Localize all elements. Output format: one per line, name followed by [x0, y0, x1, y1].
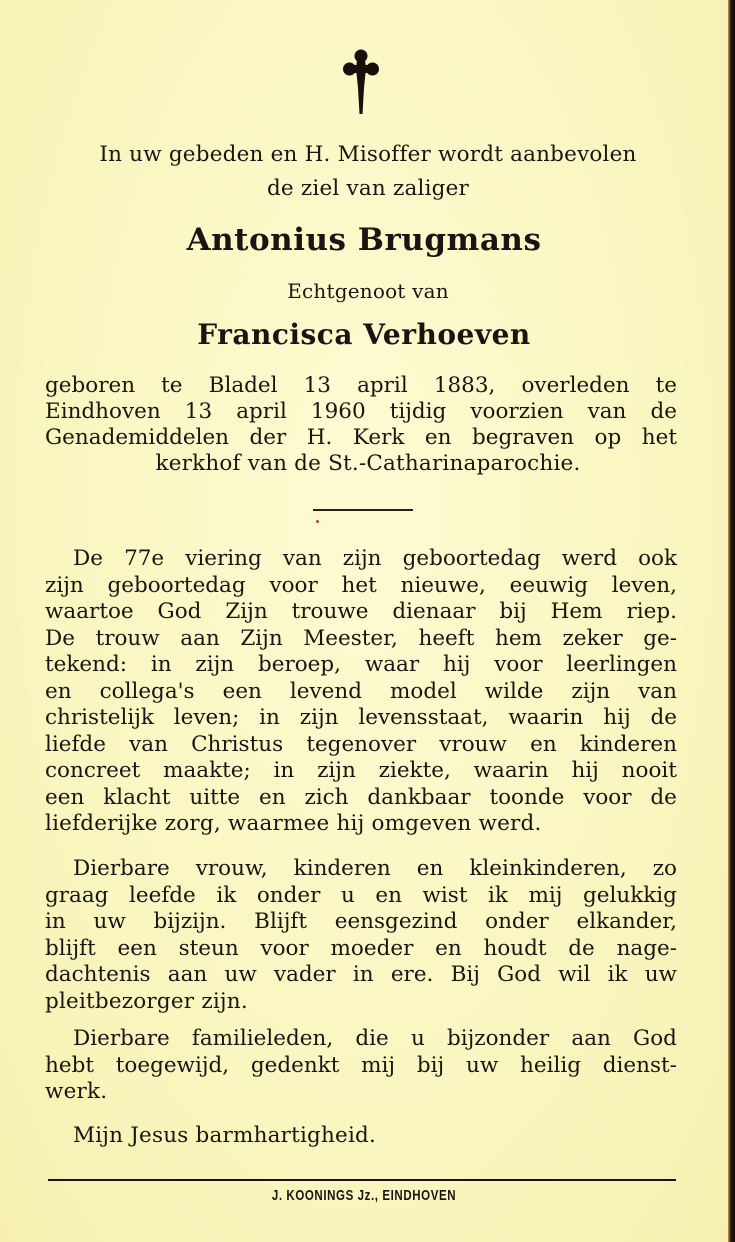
relation-label: Echtgenoot van: [287, 279, 449, 303]
text-line: werk.: [45, 1079, 108, 1104]
text-line: Eindhoven 13 april 1960 tijdig voorzien van de: [45, 399, 677, 424]
intro-line: de ziel van zaliger: [266, 176, 470, 201]
text-line: pleitbezorger zijn.: [45, 988, 248, 1014]
footer-rule: [48, 1179, 676, 1181]
text-line: kerkhof van de St.-Catharinaparochie.: [155, 451, 581, 476]
text-line: liefde van Christus tegenover vrouw en kinderen: [45, 731, 677, 757]
text-line: hebt toegewijd, gedenkt mij bij uw heilig dienst-: [45, 1052, 677, 1078]
text-line: Genademiddelen der H. Kerk en begraven op het: [45, 425, 677, 450]
text-line: liefderijke zorg, waarmee hij omgeven werd.: [45, 811, 542, 836]
text-line: Dierbare vrouw, kinderen en kleinkinderen, zo: [73, 856, 677, 881]
text-line: geboren te Bladel 13 april 1883, overleden te: [45, 373, 677, 398]
text-line: een klacht uitte en zich dankbaar toonde voor de: [45, 784, 677, 810]
separator-line: [313, 509, 413, 511]
text-line: en collega's een levend model wilde zijn van: [45, 678, 677, 704]
text-line: graag leefde ik onder u en wist ik mij gelukkig: [45, 882, 677, 908]
text-line: De trouw aan Zijn Meester, heeft hem zeker ge-: [45, 625, 677, 651]
spouse-name: Francisca Verhoeven: [197, 318, 531, 351]
deceased-name: Antonius Brugmans: [186, 222, 542, 258]
closing-prayer: Mijn Jesus barmhartigheid.: [73, 1123, 377, 1148]
text-line: christelijk leven; in zijn levensstaat, waarin hij de: [45, 705, 677, 730]
text-line: dachtenis aan uw vader in ere. Bij God wil ik uw: [45, 962, 677, 987]
text-line: waartoe God Zijn trouwe dienaar bij Hem riep.: [45, 599, 677, 624]
text-line: tekend: in zijn beroep, waar hij voor leerlingen: [45, 652, 677, 677]
text-line: concreet maakte; in zijn ziekte, waarin hij nooit: [45, 758, 677, 783]
intro-line: In uw gebeden en H. Misoffer wordt aanbevolen: [99, 142, 637, 167]
text-line: in uw bijzijn. Blijft eensgezind onder elkander,: [45, 909, 677, 934]
printer-credit: J. KOONINGS Jz., EINDHOVEN: [271, 1188, 457, 1204]
text-line: blijft een steun voor moeder en houdt de nage-: [45, 935, 677, 961]
cross-icon: [342, 48, 380, 114]
separator-dot: [316, 520, 319, 523]
text-line: Dierbare familieleden, die u bijzonder aan God: [73, 1026, 677, 1051]
text-line: zijn geboortedag voor het nieuwe, eeuwig leven,: [45, 572, 677, 598]
text-line: De 77e viering van zijn geboortedag werd ook: [73, 546, 677, 571]
card-edge: [728, 0, 735, 1242]
